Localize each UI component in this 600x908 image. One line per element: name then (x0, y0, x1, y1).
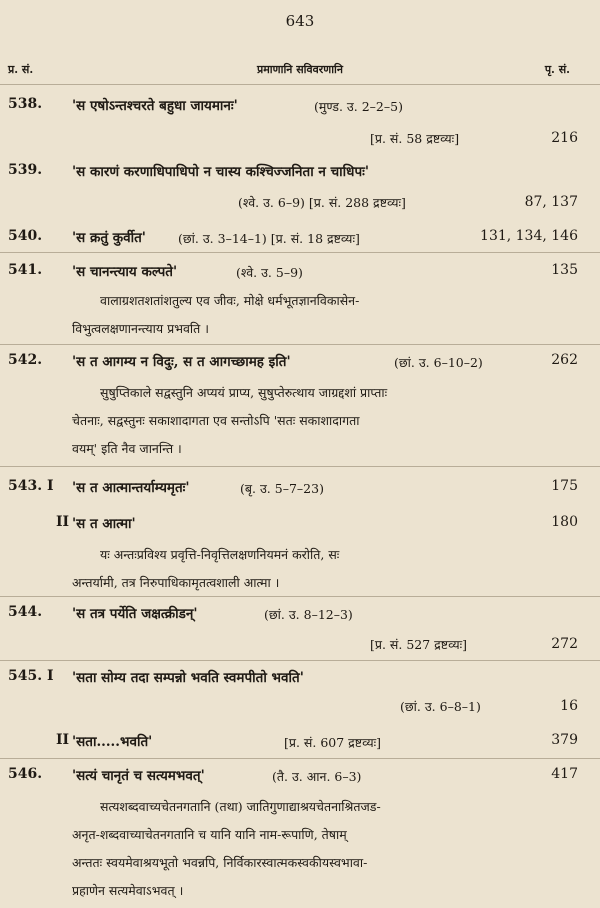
entry-ref: (मुण्ड. उ. 2–2–5) (314, 99, 403, 114)
entry-quote: 'स तत्र पर्येति जक्षत्क्रीडन्' (72, 606, 198, 622)
entry-ref: (छां. उ. 3–14–1) [प्र. सं. 18 द्रष्टव्यः] (178, 231, 360, 246)
entry-body-line: विभुत्वलक्षणानन्त्याय प्रभवति । (72, 321, 210, 336)
entry-pages: 131, 134, 146 (480, 228, 578, 244)
entry-pages: 262 (551, 352, 578, 368)
entry-body-line: अन्तर्यामी, तत्र निरुपाधिकामृतत्वशाली आत्मा । (72, 575, 280, 590)
entry-sub-number: II (56, 514, 70, 530)
entry-ref: (छां. उ. 8–12–3) (264, 607, 353, 622)
entry-sub-pages: 379 (551, 732, 578, 748)
entry-ref2: (छां. उ. 6–8–1) (400, 699, 481, 714)
entry-quote: 'सता सोम्य तदा सम्पन्नो भवति स्वमपीतो भवति' (72, 670, 304, 686)
entry-sub-pages: 180 (551, 514, 578, 530)
entry-quote: 'स चानन्त्याय कल्पते' (72, 264, 178, 280)
entry-number: 544. (8, 604, 43, 620)
entry-ref: (बृ. उ. 5–7–23) (240, 481, 324, 496)
header-center: प्रमाणानि सविवरणानि (256, 63, 344, 76)
entry-divider (0, 466, 600, 467)
entry-number: 542. (8, 352, 43, 368)
entry-body-line: यः अन्तःप्रविश्य प्रवृत्ति-निवृत्तिलक्षणनियमनं करोति, सः (100, 547, 340, 562)
entry-quote: 'स त आत्मान्तर्याम्यमृतः' (72, 480, 190, 496)
entry-pages: 87, 137 (524, 194, 578, 210)
header-right: पृ. सं. (544, 63, 570, 76)
entry-divider (0, 596, 600, 597)
page-number: 643 (285, 12, 315, 30)
header-rule (0, 84, 600, 85)
entry-number: 546. (8, 766, 43, 782)
entry-pages: 135 (551, 262, 578, 278)
entry-pages: 417 (551, 766, 578, 782)
entry-sub-quote: 'स त आत्मा' (72, 516, 136, 532)
entry-ref: (श्वे. उ. 5–9) (236, 265, 303, 280)
entry-quote: 'स कारणं करणाधिपाधिपो न चास्य कश्चिज्जनिता न चाधिपः' (72, 164, 370, 180)
entry-divider (0, 758, 600, 759)
entry-pages: 175 (551, 478, 578, 494)
entry-sub-quote: 'सता.....भवति' (72, 734, 153, 750)
entry-divider (0, 344, 600, 345)
entry-ref2: (श्वे. उ. 6–9) [प्र. सं. 288 द्रष्टव्यः] (238, 195, 406, 210)
entry-number: 545. I (8, 668, 54, 684)
entry-body-line: प्रहाणेन सत्यमेवाऽभवत् । (72, 883, 184, 898)
entry-sub-ref: [प्र. सं. 607 द्रष्टव्यः] (284, 735, 382, 750)
entry-pages: 216 (551, 130, 578, 146)
entry-body-line: अनृत-शब्दवाच्याचेतनगतानि च यानि यानि नाम-रूपाणि, तेषाम् (72, 827, 347, 842)
entry-quote: 'स त आगम्य न विदुः, स त आगच्छामह इति' (72, 354, 291, 370)
entry-body-line: सुषुप्तिकाले सद्वस्तुनि अप्ययं प्राप्य, सुषुप्तेरुत्थाय जाग्रद्दशां प्राप्ताः (100, 385, 388, 400)
entry-body-line: सत्यशब्दवाच्यचेतनगतानि (तथा) जातिगुणाद्याश्रयचेतनाश्रितजड- (100, 799, 381, 814)
entry-body-line: चेतनाः, सद्वस्तुनः सकाशादागता एव सन्तोऽपि 'सतः सकाशादागता (72, 413, 360, 428)
entry-ref: (तै. उ. आन. 6–3) (272, 769, 362, 784)
entry-pages: 272 (551, 636, 578, 652)
entry-divider (0, 660, 600, 661)
entry-number: 541. (8, 262, 43, 278)
entry-number: 540. (8, 228, 43, 244)
entry-ref2: [प्र. सं. 58 द्रष्टव्यः] (370, 131, 460, 146)
header-left: प्र. सं. (8, 63, 34, 76)
entry-number: 543. I (8, 478, 54, 494)
entry-sub-number: II (56, 732, 70, 748)
entry-ref2: [प्र. सं. 527 द्रष्टव्यः] (370, 637, 468, 652)
entry-ref: (छां. उ. 6–10–2) (394, 355, 483, 370)
entry-quote: 'स एषोऽन्तश्चरते बहुधा जायमानः' (72, 98, 238, 114)
entry-body-line: अन्ततः स्वयमेवाश्रयभूतो भवन्नपि, निर्विकारस्वात्मकस्वकीयस्वभावा- (72, 855, 368, 870)
entry-pages: 16 (560, 698, 578, 714)
entry-number: 539. (8, 162, 43, 178)
entry-body-line: वालाग्रशतशतांशतुल्य एव जीवः, मोक्षे धर्मभूतज्ञानविकासेन- (100, 293, 360, 308)
entry-number: 538. (8, 96, 43, 112)
entry-quote: 'स क्रतुं कुर्वीत' (72, 230, 146, 246)
entry-quote: 'सत्यं चानृतं च सत्यमभवत्' (72, 768, 205, 784)
entry-body-line: वयम्' इति नैव जानन्ति । (72, 441, 182, 456)
entry-divider (0, 252, 600, 253)
